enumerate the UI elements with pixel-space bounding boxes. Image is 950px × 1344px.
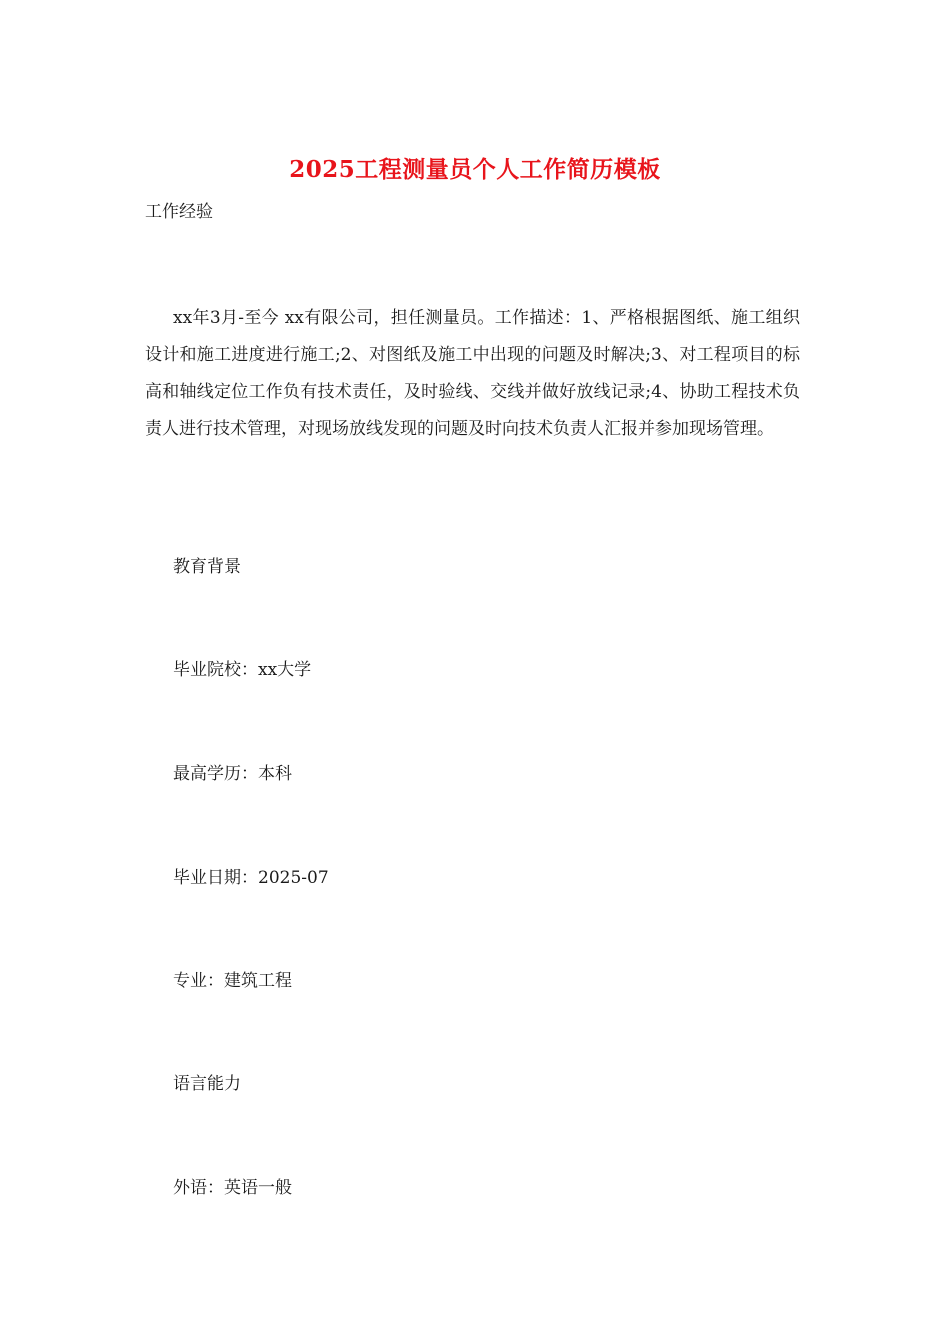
foreign-language-field: 外语：英语一般: [173, 1178, 292, 1198]
work-experience-heading: 工作经验: [145, 202, 213, 222]
degree-field: 最高学历：本科: [173, 764, 292, 784]
graduation-date-field: 毕业日期：2025-07: [173, 868, 329, 888]
language-heading: 语言能力: [173, 1074, 241, 1094]
document-title: 2025工程测量员个人工作简历模板: [289, 156, 661, 183]
school-field: 毕业院校：xx大学: [173, 660, 312, 680]
work-description-paragraph: xx年3月-至今 xx有限公司，担任测量员。工作描述：1、严格根据图纸、施工组织设计和施工进度进行施工;2、对图纸及施工中出现的问题及时解决;3、对工程项目的标高和轴线定位工作负有技术责任，及时验线、交线并做好放线记录;4、协助工程技术负责人进行技术管理，对现场放线发现的问题及时向技术负责人汇报并参加现场管理。: [145, 308, 800, 439]
education-heading: 教育背景: [173, 557, 241, 577]
major-field: 专业：建筑工程: [173, 971, 292, 991]
